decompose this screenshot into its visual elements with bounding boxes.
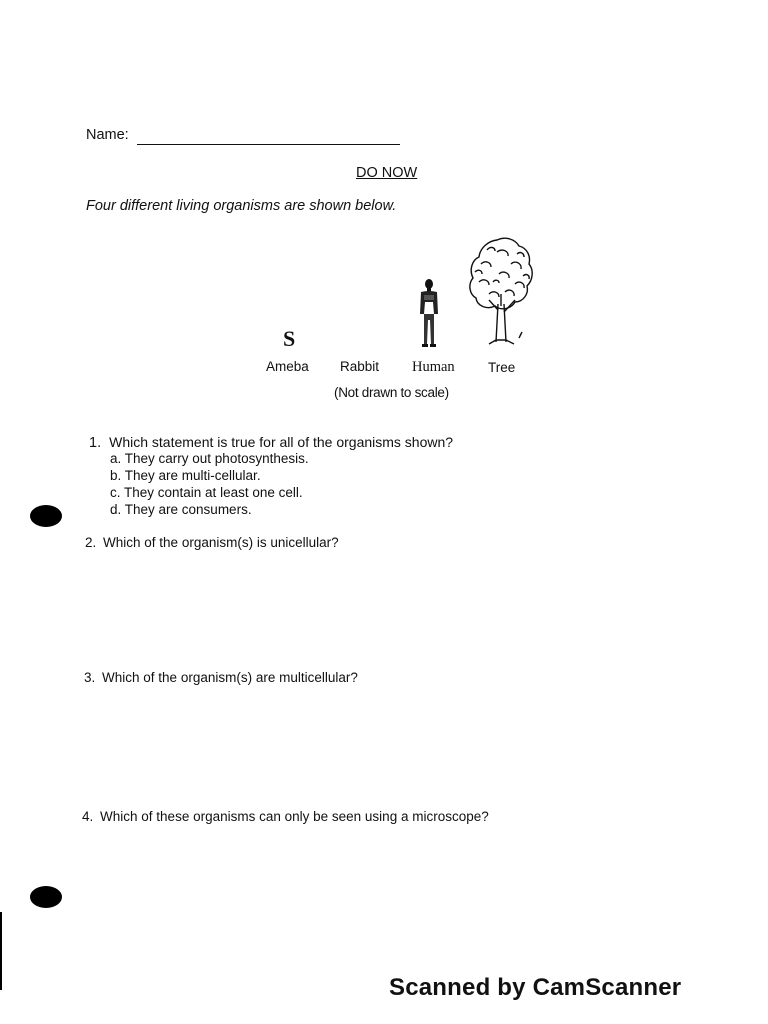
name-label: Name:: [86, 127, 129, 143]
scanned-by-watermark: Scanned by CamScanner: [389, 974, 682, 1001]
question-text: Which of these organisms can only be seen using a microscope?: [100, 809, 489, 824]
question-text: Which statement is true for all of the organisms shown?: [109, 434, 454, 450]
tree-figure-icon: [467, 236, 535, 350]
question-text: Which of the organism(s) is unicellular?: [103, 535, 339, 550]
question-number: 1.: [89, 435, 102, 451]
question-text: Which of the organism(s) are multicellular?: [102, 670, 358, 685]
punch-hole-top: [30, 505, 62, 527]
question-number: 2.: [85, 535, 97, 550]
question-4: [82, 809, 489, 824]
ameba-symbol: S: [283, 326, 296, 351]
figure-label-human: Human: [412, 359, 455, 375]
page-edge-line: [0, 912, 2, 990]
question-number: 3.: [84, 670, 96, 685]
question-1: [89, 434, 453, 451]
question-1-option-d[interactable]: d. They are consumers.: [110, 502, 252, 517]
question-1-option-a[interactable]: a. They carry out photosynthesis.: [110, 451, 309, 466]
page-title: DO NOW: [356, 165, 418, 181]
question-1-option-c[interactable]: c. They contain at least one cell.: [110, 485, 303, 500]
intro-text: Four different living organisms are shown below.: [86, 198, 397, 214]
punch-hole-bottom: [30, 886, 62, 908]
question-number: 4.: [82, 809, 94, 824]
figure-label-ameba: Ameba: [266, 359, 309, 374]
question-3: [84, 670, 358, 685]
question-2: [85, 535, 339, 550]
question-1-option-b[interactable]: b. They are multi-cellular.: [110, 468, 261, 483]
human-figure-icon: [414, 278, 444, 348]
name-blank-line[interactable]: [137, 144, 400, 145]
figure-label-tree: Tree: [488, 360, 516, 375]
figure-caption: (Not drawn to scale): [334, 385, 449, 400]
figure-label-rabbit: Rabbit: [340, 359, 380, 374]
